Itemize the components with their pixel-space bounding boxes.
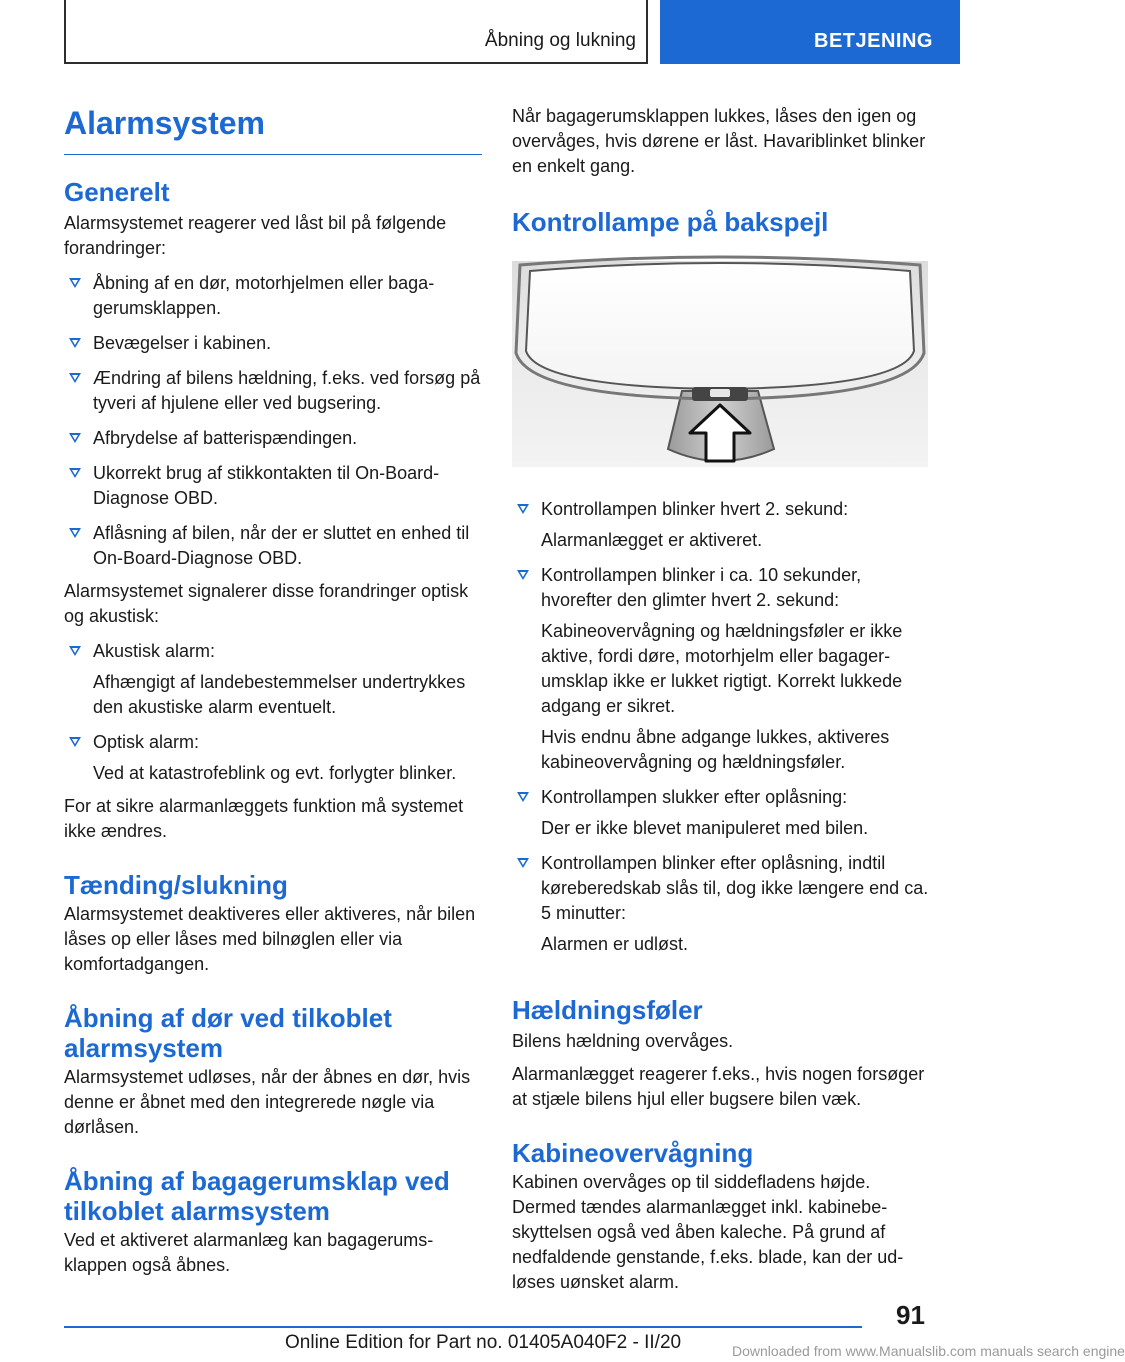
triangle-bullet-icon <box>69 338 81 348</box>
general-note: For at sikre alarmanlæggets funktion må systemet ikke ændres. <box>64 796 464 841</box>
triangle-bullet-icon <box>517 858 529 868</box>
trigger-list <box>64 271 482 571</box>
list-item: Afbrydelse af batterispændingen. <box>64 426 482 451</box>
list-item: Ændring af bilens hældning, f.eks. ved forsøg på tyveri af hjulene eller ved bugsering. <box>64 366 482 416</box>
trunk-continued-text: Når bagagerumsklappen lukkes, låses den igen og overvåges, hvis dørene er låst. Havariblinket blinker en enkelt gang. <box>512 106 926 176</box>
header-chapter-tab: BETJENING <box>660 0 960 64</box>
triangle-bullet-icon <box>517 504 529 514</box>
footer-edition: Online Edition for Part no. 01405A040F2 - II/20 <box>285 1332 682 1353</box>
list-item: Kontrollampen blinker efter oplåsning, indtil køreberedskab slås til, dog ikke længere end ca. 5 minutter: Alarmen er udløst. <box>512 851 930 957</box>
list-item: Ukorrekt brug af stikkontakten til On-Board-Diagnose OBD. <box>64 461 482 511</box>
door-text: Alarmsystemet udløses, når der åbnes en dør, hvis denne er åbnet med den integrerede nøgle via dørlåsen. <box>64 1067 471 1137</box>
switching-text: Alarmsystemet deaktiveres eller aktiveres, når bilen låses op eller låses med bilnøglen eller via komfortadgangen. <box>64 904 476 974</box>
page-number: 91 <box>896 1300 925 1330</box>
triangle-bullet-icon <box>69 528 81 538</box>
triangle-bullet-icon <box>517 570 529 580</box>
heading-trunk: Åbning af bagagerumsklap ved tilkoblet alarmsystem <box>64 1166 450 1226</box>
tilt-text-1: Bilens hældning overvåges. <box>512 1031 734 1051</box>
heading-indicator-lamp: Kontrollampe på bakspejl <box>512 207 829 237</box>
heading-switching: Tænding/slukning <box>64 870 288 900</box>
list-item: Åbning af en dør, motorhjelmen eller bagagerumsklappen. <box>64 271 482 321</box>
footer-divider <box>64 1326 862 1328</box>
list-item: Akustisk alarm: Afhængigt af landebestemmelser undertrykkes den akustiske alarm eventuelt. <box>64 639 482 720</box>
heading-cabin-monitoring: Kabineovervågning <box>512 1138 754 1168</box>
header-section-title: Åbning og lukning <box>484 30 636 51</box>
list-item: Aflåsning af bilen, når der er sluttet en enhed til On-Board-Diagnose OBD. <box>64 521 482 571</box>
list-item: Kontrollampen blinker i ca. 10 sekunder, hvorefter den glimter hvert 2. sekund: Kabineovervågning og hældningsføler er ikke aktive, fordi døre, motorhjelm eller bagagerumsklap ikke er lukket rigtigt. Korrekt lukkede adgang er sikret. Hvis endnu åbne adgange lukkes, aktiveres kabineovervågning og hældningsføler. <box>512 563 930 775</box>
general-intro: Alarmsystemet reagerer ved låst bil på følgende forandringer: <box>64 213 447 258</box>
cabin-text: Kabinen overvåges op til siddefladens højde. Dermed tændes alarmanlægget inkl. kabinebeskyttelsen også ved åben kaleche. På grund af nedfaldende genstande, f.eks. blade, kan der udløses uønsket alarm. <box>512 1172 904 1292</box>
triangle-bullet-icon <box>69 646 81 656</box>
signal-text: Alarmsystemet signalerer disse forandringer optisk og akustisk: <box>64 581 469 626</box>
page-title: Alarmsystem <box>64 100 482 155</box>
tilt-text-2: Alarmanlægget reagerer f.eks., hvis nogen forsøger at stjæle bilens hjul eller bugsere bilen væk. <box>512 1064 925 1109</box>
triangle-bullet-icon <box>69 468 81 478</box>
list-item: Optisk alarm: Ved at katastrofeblink og evt. forlygter blinker. <box>64 730 482 786</box>
triangle-bullet-icon <box>69 373 81 383</box>
right-column <box>512 104 930 1295</box>
left-column <box>64 100 482 1278</box>
heading-door: Åbning af dør ved tilkoblet alarmsystem <box>64 1003 392 1063</box>
footer-watermark: Downloaded from www.Manualslib.com manuals search engine <box>732 1343 1125 1359</box>
triangle-bullet-icon <box>69 433 81 443</box>
list-item: Bevægelser i kabinen. <box>64 331 482 356</box>
triangle-bullet-icon <box>517 792 529 802</box>
trunk-text: Ved et aktiveret alarmanlæg kan bagagerumsklappen også åbnes. <box>64 1230 434 1275</box>
rearview-mirror-illustration <box>512 261 928 467</box>
triangle-bullet-icon <box>69 737 81 747</box>
heading-general: Generelt <box>64 177 170 207</box>
list-item: Kontrollampen blinker hvert 2. sekund: Alarmanlægget er aktiveret. <box>512 497 930 553</box>
rearview-mirror-icon <box>512 261 928 467</box>
list-item: Kontrollampen slukker efter oplåsning: Der er ikke blevet manipuleret med bilen. <box>512 785 930 841</box>
indicator-list <box>512 497 930 957</box>
triangle-bullet-icon <box>69 278 81 288</box>
signal-list <box>64 639 482 786</box>
heading-tilt-sensor: Hældningsføler <box>512 995 703 1025</box>
